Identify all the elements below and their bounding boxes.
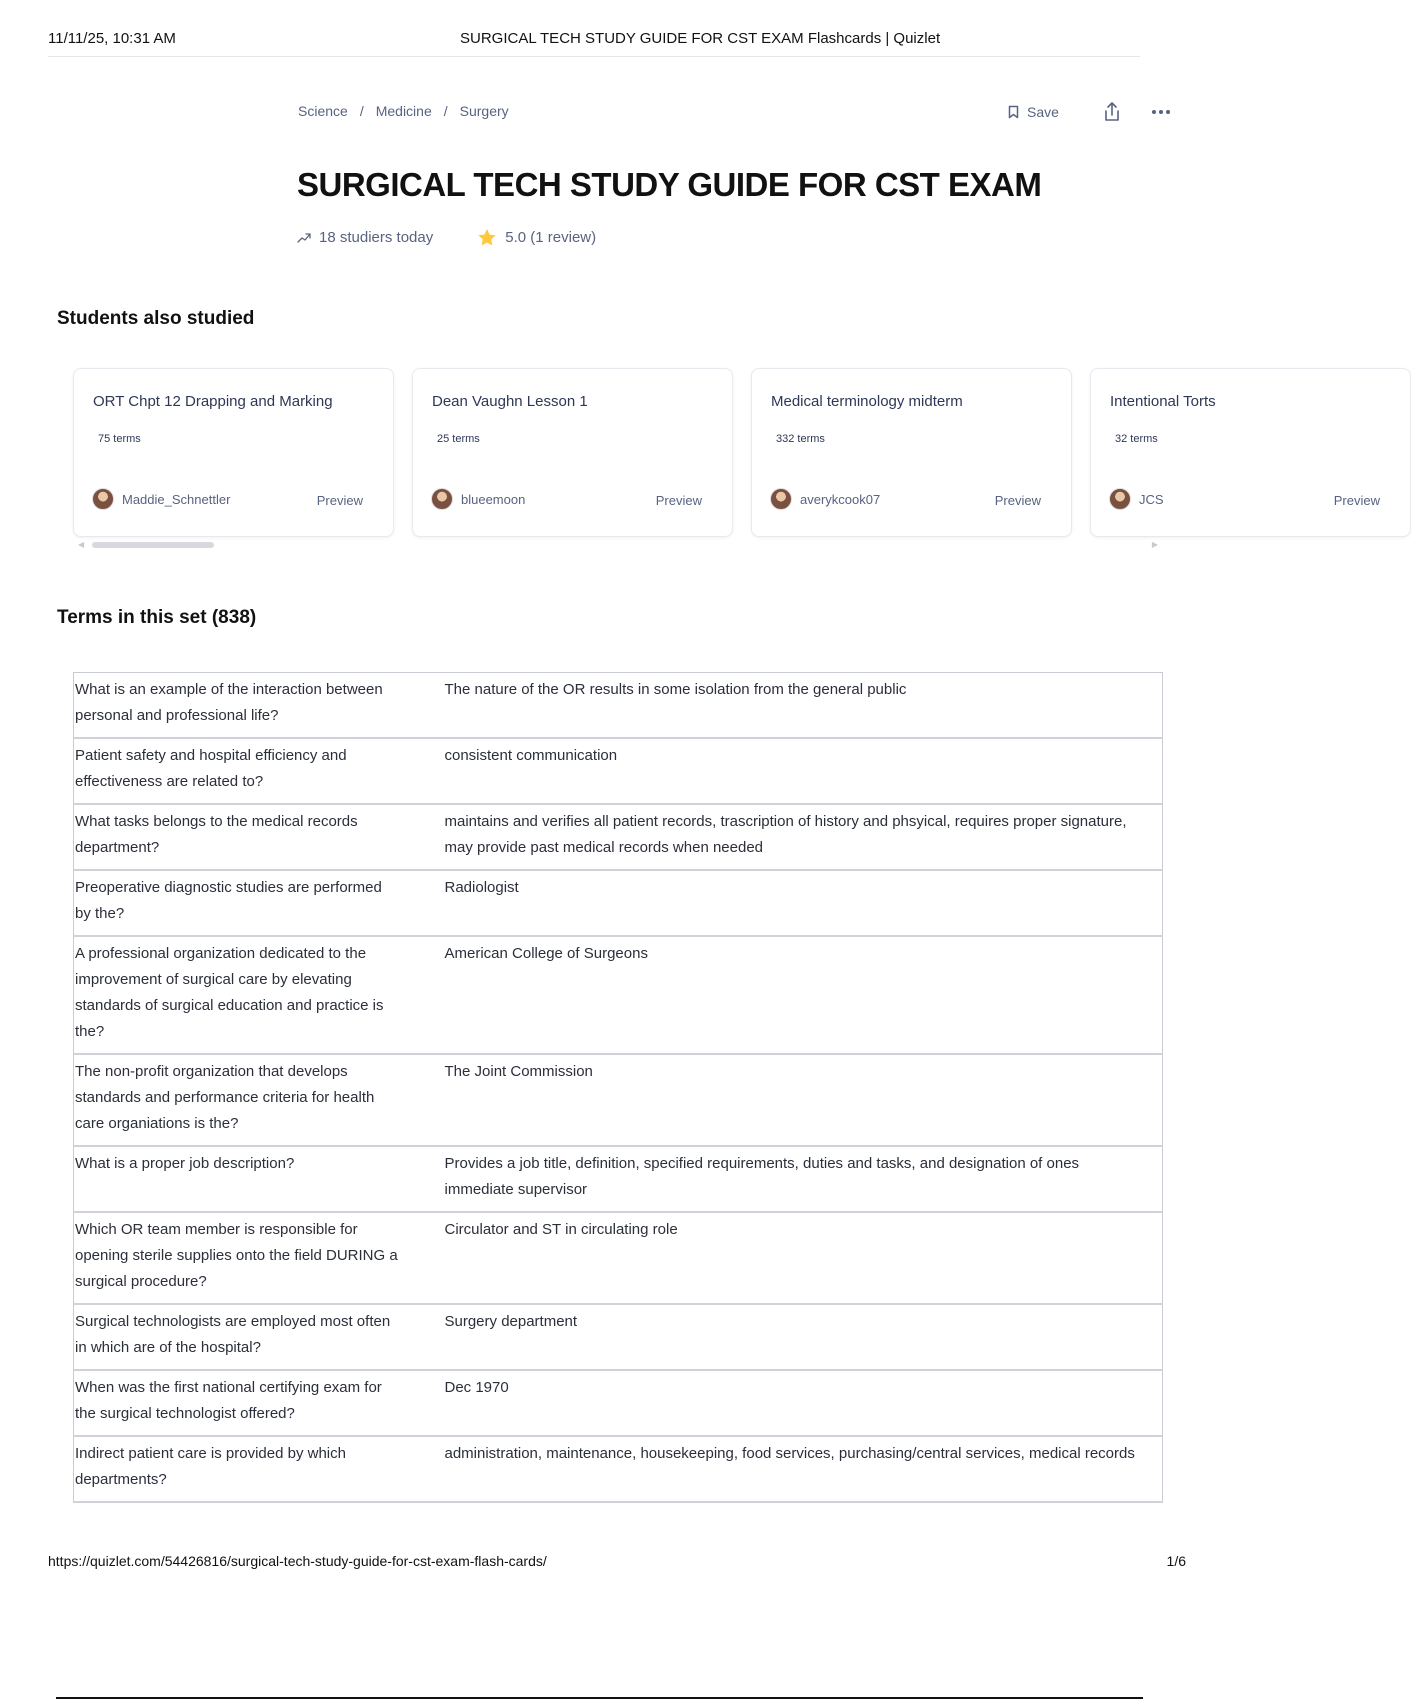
star-icon [477,228,497,247]
definition-cell: administration, maintenance, housekeeping, food services, purchasing/central services, medical records [411,1436,1163,1502]
term-cell: Indirect patient care is provided by which departments? [74,1436,411,1502]
definition-cell: American College of Surgeons [411,936,1163,1054]
card-term-count: 25 terms [437,433,480,445]
print-header [48,30,1092,52]
term-cell: Patient safety and hospital efficiency and effectiveness are related to? [74,738,411,804]
term-cell: Which OR team member is responsible for opening sterile supplies onto the field DURING a surgical procedure? [74,1212,411,1304]
card-preview-button[interactable]: Preview [655,493,702,508]
definition-cell: Circulator and ST in circulating role [411,1212,1163,1304]
definition-cell: Radiologist [411,870,1163,936]
also-studied-track [73,368,1411,537]
term-cell: What is a proper job description? [74,1146,411,1212]
term-cell: What tasks belongs to the medical records department? [74,804,411,870]
bookmark-icon [1008,105,1019,119]
save-button[interactable] [1008,100,1059,124]
breadcrumb-separator: / [443,103,448,119]
definition-cell: Provides a job title, definition, specified requirements, duties and tasks, and designation of ones immediate supervisor [411,1146,1163,1212]
term-cell: What is an example of the interaction between personal and professional life? [74,673,411,739]
rating-value: 5.0 (1 review) [505,229,597,246]
card-term-count: 75 terms [98,433,141,445]
also-studied-carousel [73,368,1380,540]
terms-table [73,672,1163,1503]
term-cell: Preoperative diagnostic studies are performed by the? [74,870,411,936]
students-also-studied-heading: Students also studied [57,308,255,329]
table-row [74,1146,1163,1212]
table-row [74,673,1163,739]
card-preview-button[interactable]: Preview [316,493,363,508]
card-author[interactable] [431,488,525,510]
more-dot [1152,110,1156,114]
share-icon [1100,100,1124,124]
card-author[interactable] [1109,488,1164,510]
breadcrumb [298,103,509,119]
term-cell: A professional organization dedicated to the improvement of surgical care by elevating standards of surgical education and practice is the? [74,936,411,1054]
also-studied-card[interactable] [73,368,394,537]
also-studied-card[interactable] [1090,368,1411,537]
carousel-scrollbar[interactable] [78,540,1158,550]
print-page-title: SURGICAL TECH STUDY GUIDE FOR CST EXAM Flashcards | Quizlet [460,30,941,47]
definition-cell: The nature of the OR results in some isolation from the general public [411,673,1163,739]
card-author[interactable] [770,488,880,510]
avatar [770,488,792,510]
table-row [74,1304,1163,1370]
term-cell: Surgical technologists are employed most often in which are of the hospital? [74,1304,411,1370]
table-row [74,738,1163,804]
more-dot [1166,110,1170,114]
set-meta [297,228,596,247]
share-button[interactable] [1100,100,1124,124]
breadcrumb-separator: / [359,103,364,119]
definition-cell: The Joint Commission [411,1054,1163,1146]
card-title: Medical terminology midterm [771,393,963,410]
card-username: JCS [1139,491,1164,507]
rating[interactable] [477,228,596,247]
set-actions [1008,100,1178,124]
carousel-scroll-thumb[interactable] [92,542,214,548]
table-row [74,870,1163,936]
breadcrumb-item-science[interactable]: Science [298,103,348,119]
definition-cell: Dec 1970 [411,1370,1163,1436]
terms-heading: Terms in this set (838) [57,607,257,628]
also-studied-card[interactable] [751,368,1072,537]
table-row [74,1212,1163,1304]
trending-up-icon [297,233,311,243]
definition-cell: maintains and verifies all patient records, trascription of history and phsyical, requires proper signature, may provide past medical records when needed [411,804,1163,870]
set-title: SURGICAL TECH STUDY GUIDE FOR CST EXAM [297,166,1042,203]
card-term-count: 332 terms [776,433,825,445]
scroll-right-icon[interactable]: ▶ [1151,540,1158,549]
card-author[interactable] [92,488,230,510]
print-url: https://quizlet.com/54426816/surgical-tech-study-guide-for-cst-exam-flash-cards/ [48,1553,547,1569]
table-row [74,804,1163,870]
save-label: Save [1027,104,1059,120]
card-title: ORT Chpt 12 Drapping and Marking [93,393,333,410]
table-row [74,936,1163,1054]
print-timestamp: 11/11/25, 10:31 AM [48,30,176,47]
page-bottom-rule [56,1697,1143,1699]
avatar [1109,488,1131,510]
table-row [74,1436,1163,1502]
card-username: averykcook07 [800,491,881,507]
print-page-number: 1/6 [1166,1553,1186,1569]
scroll-left-icon[interactable]: ◀ [78,540,85,549]
header-divider [48,56,1140,57]
card-username: Maddie_Schnettler [122,491,231,507]
also-studied-card[interactable] [412,368,733,537]
studiers-count: 18 studiers today [319,229,434,246]
term-cell: When was the first national certifying exam for the surgical technologist offered? [74,1370,411,1436]
studiers-stat [297,229,433,246]
table-row [74,1054,1163,1146]
card-title: Intentional Torts [1110,393,1216,410]
avatar [431,488,453,510]
more-dot [1159,110,1163,114]
breadcrumb-item-medicine[interactable]: Medicine [375,103,432,119]
definition-cell: consistent communication [411,738,1163,804]
card-preview-button[interactable]: Preview [1333,493,1380,508]
card-title: Dean Vaughn Lesson 1 [432,393,588,410]
more-options-button[interactable] [1148,100,1174,124]
avatar [92,488,114,510]
term-cell: The non-profit organization that develops standards and performance criteria for health care organiations is the? [74,1054,411,1146]
breadcrumb-item-surgery[interactable]: Surgery [459,103,509,119]
print-footer [48,1553,1186,1569]
card-preview-button[interactable]: Preview [994,493,1041,508]
card-username: blueemoon [461,491,526,507]
card-term-count: 32 terms [1115,433,1158,445]
definition-cell: Surgery department [411,1304,1163,1370]
table-row [74,1370,1163,1436]
